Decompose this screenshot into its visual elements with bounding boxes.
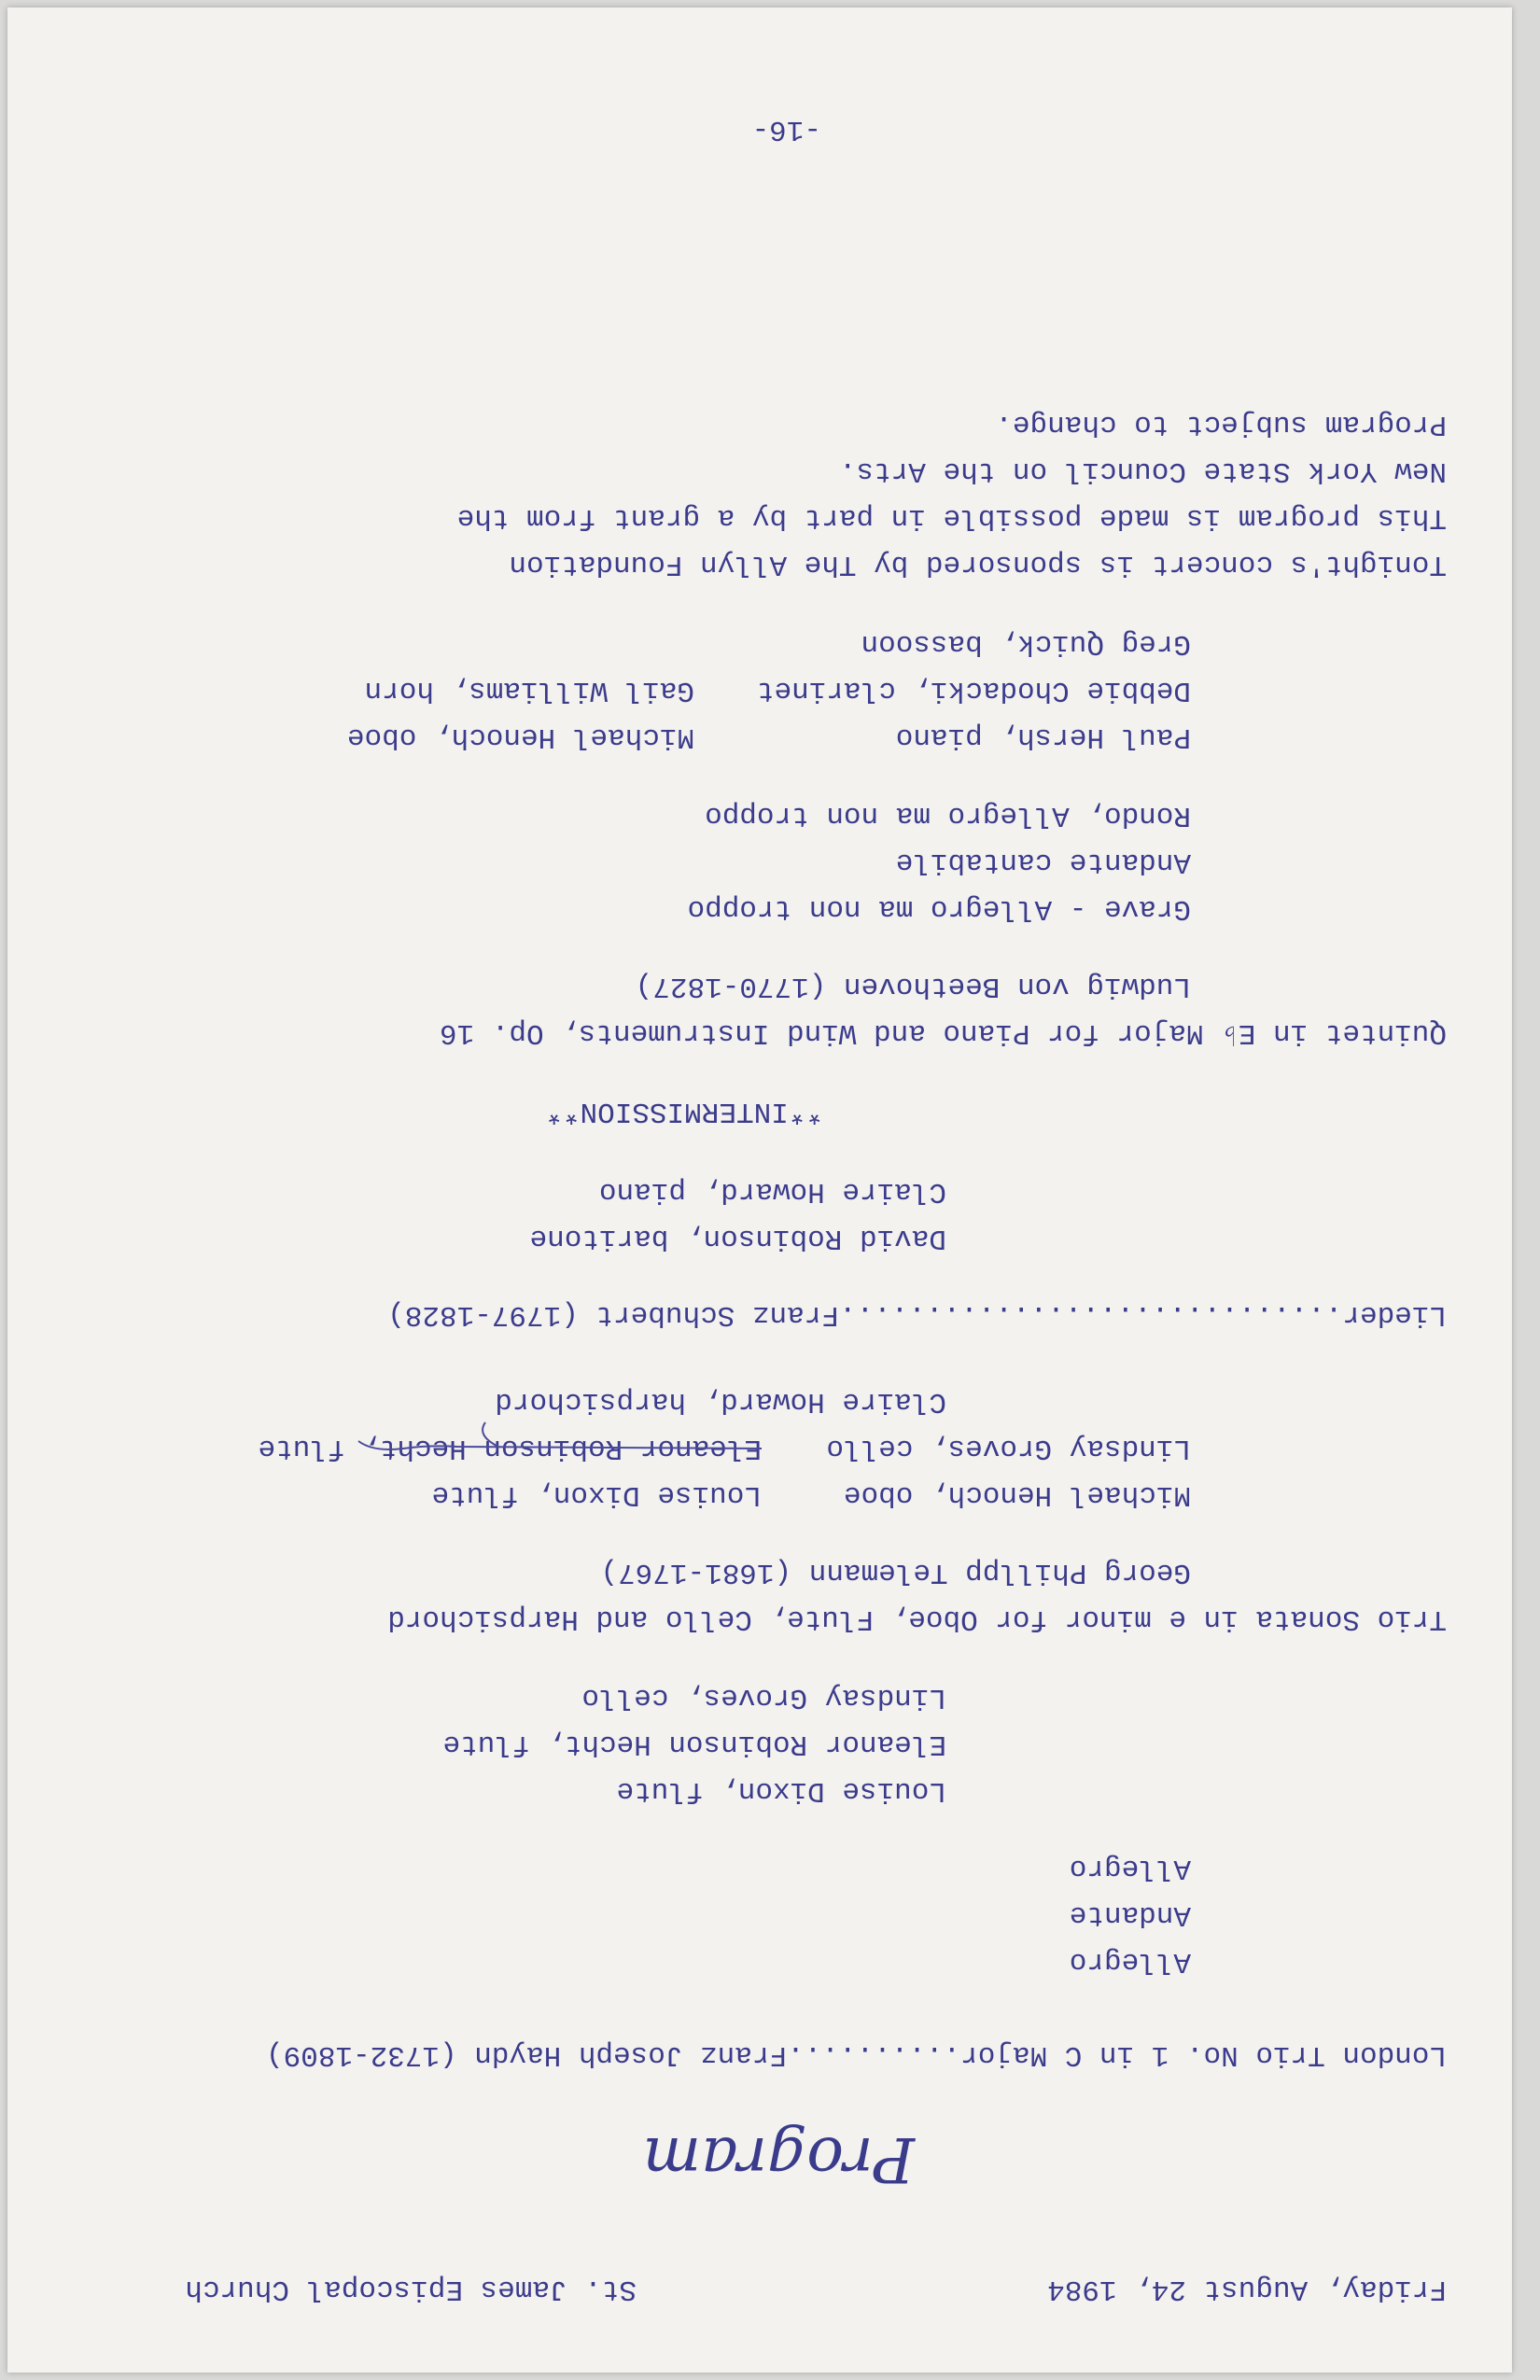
performer-telemann-right-2: Eleanor Robinson Hecht, flute: [258, 1432, 762, 1464]
movement-beethoven-2: Andante cantabile: [895, 846, 1191, 878]
sponsor-line-2: This program is made possible in part by a grant from the: [456, 501, 1447, 534]
performer-telemann-right-1: Louise Dixon, flute: [431, 1478, 762, 1511]
performer-schubert-1: David Robinson, baritone: [529, 1222, 946, 1254]
rotated-page: [7, 7, 1512, 2373]
performer-haydn-3: Lindsay Groves, cello: [581, 1681, 946, 1714]
concert-venue: St. James Episcopal Church: [185, 2273, 637, 2305]
composer-telemann: Georg Phillpp Telemann (1681-1767): [600, 1556, 1191, 1589]
movement-beethoven-1: Grave - Allegro ma non troppo: [687, 892, 1191, 925]
work-title-haydn: London Trio No. 1 in C Major..........Franz Joseph Haydn (1732-1809): [265, 2038, 1447, 2071]
sponsor-line-3: New York State Council on the Arts.: [838, 455, 1447, 487]
work-title-schubert: Lieder.............................Franz Schubert (1797-1828): [387, 1298, 1447, 1331]
performer-beethoven-left-2: Debbie Chodacki, clarinet: [756, 674, 1191, 707]
program-title: Program: [642, 2123, 915, 2195]
performer-telemann-harpsichord: Claire Howard, harpsichord: [495, 1385, 946, 1418]
concert-date: Friday, August 24, 1984: [1047, 2273, 1447, 2305]
performer-schubert-2: Claire Howard, piano: [598, 1175, 946, 1208]
performer-telemann-left-2: Lindsay Groves, cello: [826, 1432, 1191, 1464]
movement-haydn-1: Allegro: [1069, 1945, 1191, 1978]
movement-haydn-2: Andante: [1069, 1898, 1191, 1931]
composer-beethoven: Ludwig von Beethoven (1770-1827): [635, 970, 1191, 1002]
performer-telemann-left-1: Michael Henoch, oboe: [843, 1478, 1191, 1511]
performer-beethoven-left-3: Greg Quick, bassoon: [861, 627, 1191, 660]
intermission: **INTERMISSION**: [545, 1095, 823, 1127]
performer-beethoven-right-1: Michael Henoch, oboe: [346, 721, 694, 753]
sponsor-line-1: Tonight's concert is sponsored by The Allyn Foundation: [509, 548, 1447, 581]
movement-beethoven-3: Rondo, Allegro ma non troppo: [705, 799, 1191, 832]
performer-haydn-1: Louise Dixon, flute: [616, 1774, 946, 1807]
work-title-telemann: Trio Sonata in e minor for Oboe, Flute, Cello and Harpsichord: [387, 1603, 1447, 1635]
sponsor-line-4: Program subject to change.: [995, 408, 1447, 441]
page-number: -16-: [751, 113, 821, 146]
document-sheet: [7, 7, 1512, 2373]
movement-haydn-3: Allegro: [1069, 1852, 1191, 1884]
performer-beethoven-left-1: Paul Hersh, piano: [895, 721, 1191, 753]
performer-haydn-2: Eleanor Robinson Hecht, flute: [442, 1728, 946, 1760]
ink-correction-strikethrough: [355, 1417, 765, 1454]
performer-beethoven-right-2: Gail Williams, horn: [364, 674, 694, 707]
work-title-beethoven: Quintet in E♭ Major for Piano and Wind Instruments, Op. 16: [439, 1016, 1447, 1049]
